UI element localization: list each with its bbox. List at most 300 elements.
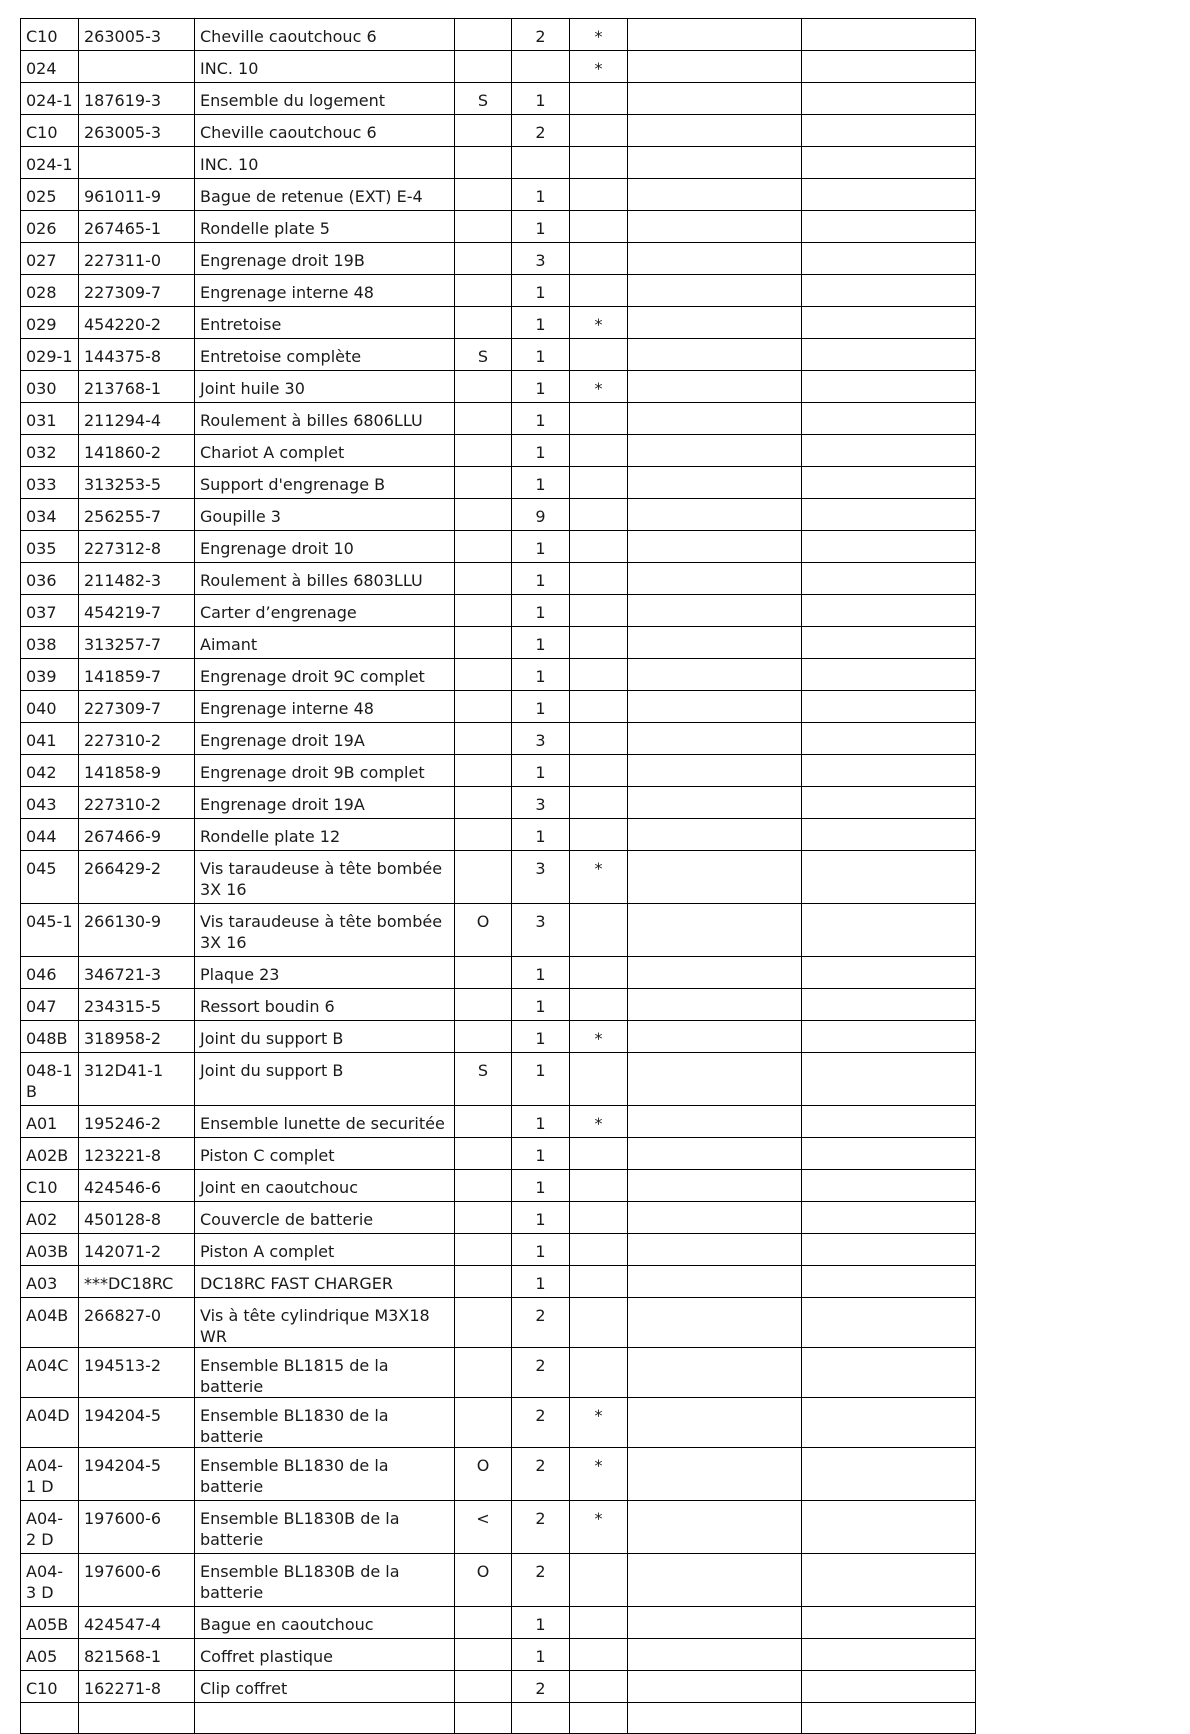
symbol-cell [455, 243, 512, 275]
note-cell [570, 1234, 628, 1266]
item-number-cell: 047 [21, 989, 79, 1021]
blank-cell [802, 1501, 976, 1554]
description-cell: Support d'engrenage B [195, 467, 455, 499]
quantity-cell: 3 [512, 723, 570, 755]
blank-cell [802, 1234, 976, 1266]
part-number-cell: 227312-8 [79, 531, 195, 563]
description-cell: Plaque 23 [195, 957, 455, 989]
note-cell [570, 403, 628, 435]
blank-cell [628, 1348, 802, 1398]
item-number-cell: 035 [21, 531, 79, 563]
quantity-cell: 1 [512, 1021, 570, 1053]
blank-cell [628, 339, 802, 371]
item-number-cell: A04-1 D [21, 1448, 79, 1501]
part-number-cell: 194204-5 [79, 1448, 195, 1501]
part-number-cell: 267466-9 [79, 819, 195, 851]
blank-cell [802, 1021, 976, 1053]
quantity-cell: 1 [512, 627, 570, 659]
blank-cell [802, 211, 976, 243]
description-cell: Rondelle plate 5 [195, 211, 455, 243]
note-cell: * [570, 851, 628, 904]
note-cell [570, 147, 628, 179]
symbol-cell [455, 787, 512, 819]
symbol-cell [455, 1234, 512, 1266]
symbol-cell [455, 1138, 512, 1170]
quantity-cell: 1 [512, 1170, 570, 1202]
part-number-cell: 187619-3 [79, 83, 195, 115]
blank-cell [802, 1138, 976, 1170]
blank-cell [628, 243, 802, 275]
symbol-cell [455, 115, 512, 147]
quantity-cell: 1 [512, 1202, 570, 1234]
description-cell: Joint du support B [195, 1021, 455, 1053]
quantity-cell: 1 [512, 1138, 570, 1170]
blank-cell [802, 51, 976, 83]
blank-cell [802, 531, 976, 563]
blank-cell [628, 1170, 802, 1202]
description-cell: Ensemble BL1830 de la batterie [195, 1448, 455, 1501]
note-cell [570, 179, 628, 211]
blank-cell [628, 1639, 802, 1671]
item-number-cell: A03 [21, 1266, 79, 1298]
quantity-cell: 1 [512, 1106, 570, 1138]
blank-cell [802, 851, 976, 904]
table-row [21, 275, 976, 307]
note-cell [570, 1202, 628, 1234]
quantity-cell: 1 [512, 691, 570, 723]
table-row [21, 1053, 976, 1106]
note-cell [570, 904, 628, 957]
blank-cell [802, 499, 976, 531]
note-cell [570, 243, 628, 275]
quantity-cell: 3 [512, 904, 570, 957]
blank-cell [628, 467, 802, 499]
description-cell: Roulement à billes 6806LLU [195, 403, 455, 435]
table-row [21, 1202, 976, 1234]
item-number-cell: A04-2 D [21, 1501, 79, 1554]
table-row [21, 691, 976, 723]
note-cell [570, 787, 628, 819]
table-row [21, 1348, 976, 1398]
blank-cell [628, 115, 802, 147]
table-row [21, 19, 976, 51]
part-number-cell: 162271-8 [79, 1671, 195, 1703]
note-cell [570, 723, 628, 755]
table-row [21, 1398, 976, 1448]
part-number-cell: 266429-2 [79, 851, 195, 904]
description-cell: Ensemble lunette de securitée [195, 1106, 455, 1138]
table-row [21, 435, 976, 467]
quantity-cell: 1 [512, 339, 570, 371]
table-row [21, 904, 976, 957]
symbol-cell [455, 723, 512, 755]
note-cell [570, 595, 628, 627]
blank-cell [628, 691, 802, 723]
quantity-cell: 9 [512, 499, 570, 531]
blank-cell [802, 307, 976, 339]
blank-cell [802, 275, 976, 307]
symbol-cell [455, 595, 512, 627]
part-number-cell: 141859-7 [79, 659, 195, 691]
blank-cell [802, 339, 976, 371]
item-number-cell: 033 [21, 467, 79, 499]
item-number-cell: 029-1 [21, 339, 79, 371]
quantity-cell: 1 [512, 595, 570, 627]
table-row [21, 1554, 976, 1607]
description-cell: Cheville caoutchouc 6 [195, 19, 455, 51]
part-number-cell: 142071-2 [79, 1234, 195, 1266]
symbol-cell [455, 179, 512, 211]
item-number-cell: 032 [21, 435, 79, 467]
table-row [21, 957, 976, 989]
note-cell [570, 1266, 628, 1298]
table-row [21, 1298, 976, 1348]
description-cell: Bague de retenue (EXT) E-4 [195, 179, 455, 211]
description-cell: Engrenage droit 19B [195, 243, 455, 275]
quantity-cell: 1 [512, 1053, 570, 1106]
item-number-cell [21, 1703, 79, 1734]
part-number-cell: 454220-2 [79, 307, 195, 339]
table-row [21, 989, 976, 1021]
blank-cell [628, 1607, 802, 1639]
blank-cell [628, 1501, 802, 1554]
blank-cell [802, 115, 976, 147]
quantity-cell: 3 [512, 243, 570, 275]
note-cell [570, 531, 628, 563]
description-cell: Piston C complet [195, 1138, 455, 1170]
blank-cell [628, 1053, 802, 1106]
quantity-cell: 2 [512, 1348, 570, 1398]
item-number-cell: A04-3 D [21, 1554, 79, 1607]
blank-cell [802, 1298, 976, 1348]
part-number-cell: 227309-7 [79, 275, 195, 307]
note-cell [570, 819, 628, 851]
blank-cell [802, 1703, 976, 1734]
description-cell: Ensemble du logement [195, 83, 455, 115]
note-cell: * [570, 51, 628, 83]
blank-cell [802, 787, 976, 819]
table-row [21, 595, 976, 627]
symbol-cell [455, 403, 512, 435]
item-number-cell: 029 [21, 307, 79, 339]
table-row [21, 659, 976, 691]
note-cell [570, 1607, 628, 1639]
part-number-cell: 266130-9 [79, 904, 195, 957]
part-number-cell: 227310-2 [79, 787, 195, 819]
part-number-cell: 211294-4 [79, 403, 195, 435]
quantity-cell: 1 [512, 1234, 570, 1266]
table-row [21, 403, 976, 435]
symbol-cell: S [455, 339, 512, 371]
description-cell: Engrenage droit 9C complet [195, 659, 455, 691]
note-cell [570, 1138, 628, 1170]
part-number-cell: ***DC18RC [79, 1266, 195, 1298]
table-row [21, 243, 976, 275]
blank-cell [802, 1348, 976, 1398]
table-row [21, 307, 976, 339]
table-row [21, 1501, 976, 1554]
part-number-cell: 141860-2 [79, 435, 195, 467]
symbol-cell [455, 531, 512, 563]
table-row [21, 339, 976, 371]
symbol-cell [455, 989, 512, 1021]
description-cell: Piston A complet [195, 1234, 455, 1266]
part-number-cell: 194513-2 [79, 1348, 195, 1398]
quantity-cell: 2 [512, 1671, 570, 1703]
table-row [21, 1607, 976, 1639]
description-cell: Engrenage droit 19A [195, 723, 455, 755]
symbol-cell: O [455, 1448, 512, 1501]
table-row [21, 1021, 976, 1053]
description-cell: Vis taraudeuse à tête bombée 3X 16 [195, 904, 455, 957]
symbol-cell [455, 563, 512, 595]
description-cell: INC. 10 [195, 51, 455, 83]
quantity-cell: 2 [512, 1298, 570, 1348]
blank-cell [802, 563, 976, 595]
part-number-cell: 256255-7 [79, 499, 195, 531]
item-number-cell: C10 [21, 115, 79, 147]
part-number-cell: 227310-2 [79, 723, 195, 755]
blank-cell [628, 307, 802, 339]
quantity-cell: 1 [512, 211, 570, 243]
quantity-cell: 1 [512, 755, 570, 787]
blank-cell [628, 1106, 802, 1138]
item-number-cell: A02 [21, 1202, 79, 1234]
symbol-cell [455, 275, 512, 307]
description-cell: Engrenage interne 48 [195, 691, 455, 723]
blank-cell [802, 83, 976, 115]
quantity-cell: 2 [512, 115, 570, 147]
table-row [21, 1234, 976, 1266]
blank-cell [628, 989, 802, 1021]
blank-cell [628, 51, 802, 83]
quantity-cell: 1 [512, 1607, 570, 1639]
description-cell: Joint en caoutchouc [195, 1170, 455, 1202]
blank-cell [802, 19, 976, 51]
note-cell: * [570, 1501, 628, 1554]
description-cell [195, 1703, 455, 1734]
description-cell: Ensemble BL1830B de la batterie [195, 1501, 455, 1554]
symbol-cell [455, 371, 512, 403]
symbol-cell [455, 19, 512, 51]
part-number-cell: 318958-2 [79, 1021, 195, 1053]
blank-cell [802, 1266, 976, 1298]
quantity-cell: 1 [512, 1639, 570, 1671]
note-cell [570, 957, 628, 989]
blank-cell [802, 403, 976, 435]
blank-cell [628, 851, 802, 904]
blank-cell [802, 1398, 976, 1448]
symbol-cell [455, 1266, 512, 1298]
table-row [21, 499, 976, 531]
quantity-cell: 1 [512, 179, 570, 211]
table-row [21, 83, 976, 115]
part-number-cell: 313253-5 [79, 467, 195, 499]
blank-cell [628, 627, 802, 659]
quantity-cell: 2 [512, 1554, 570, 1607]
table-row [21, 1138, 976, 1170]
blank-cell [802, 1639, 976, 1671]
item-number-cell: 024-1 [21, 147, 79, 179]
table-row [21, 755, 976, 787]
symbol-cell [455, 1639, 512, 1671]
item-number-cell: C10 [21, 19, 79, 51]
description-cell: Aimant [195, 627, 455, 659]
item-number-cell: 026 [21, 211, 79, 243]
blank-cell [628, 83, 802, 115]
note-cell [570, 115, 628, 147]
quantity-cell [512, 51, 570, 83]
blank-cell [628, 1298, 802, 1348]
description-cell: DC18RC FAST CHARGER [195, 1266, 455, 1298]
item-number-cell: 048-1 B [21, 1053, 79, 1106]
blank-cell [628, 435, 802, 467]
note-cell [570, 989, 628, 1021]
blank-cell [628, 179, 802, 211]
quantity-cell: 1 [512, 819, 570, 851]
note-cell [570, 691, 628, 723]
item-number-cell: 030 [21, 371, 79, 403]
symbol-cell: < [455, 1501, 512, 1554]
part-number-cell: 234315-5 [79, 989, 195, 1021]
blank-cell [802, 904, 976, 957]
description-cell: Engrenage interne 48 [195, 275, 455, 307]
part-number-cell: 450128-8 [79, 1202, 195, 1234]
note-cell: * [570, 1021, 628, 1053]
note-cell [570, 275, 628, 307]
table-row [21, 1703, 976, 1734]
description-cell: Couvercle de batterie [195, 1202, 455, 1234]
item-number-cell: A05B [21, 1607, 79, 1639]
blank-cell [628, 275, 802, 307]
item-number-cell: 048B [21, 1021, 79, 1053]
note-cell [570, 435, 628, 467]
part-number-cell: 211482-3 [79, 563, 195, 595]
blank-cell [802, 371, 976, 403]
blank-cell [628, 595, 802, 627]
note-cell [570, 1703, 628, 1734]
part-number-cell: 227309-7 [79, 691, 195, 723]
table-row [21, 115, 976, 147]
part-number-cell: 961011-9 [79, 179, 195, 211]
description-cell: Bague en caoutchouc [195, 1607, 455, 1639]
table-row [21, 147, 976, 179]
description-cell: Goupille 3 [195, 499, 455, 531]
blank-cell [628, 1554, 802, 1607]
description-cell: Cheville caoutchouc 6 [195, 115, 455, 147]
part-number-cell: 197600-6 [79, 1554, 195, 1607]
part-number-cell: 312D41-1 [79, 1053, 195, 1106]
symbol-cell [455, 627, 512, 659]
table-row [21, 51, 976, 83]
blank-cell [628, 723, 802, 755]
note-cell [570, 659, 628, 691]
blank-cell [628, 1266, 802, 1298]
table-row [21, 1266, 976, 1298]
blank-cell [802, 957, 976, 989]
table-row [21, 211, 976, 243]
blank-cell [628, 563, 802, 595]
item-number-cell: 041 [21, 723, 79, 755]
item-number-cell: 028 [21, 275, 79, 307]
symbol-cell [455, 1106, 512, 1138]
blank-cell [628, 1021, 802, 1053]
part-number-cell: 263005-3 [79, 115, 195, 147]
blank-cell [628, 957, 802, 989]
blank-cell [802, 1170, 976, 1202]
blank-cell [628, 1138, 802, 1170]
part-number-cell: 454219-7 [79, 595, 195, 627]
note-cell: * [570, 1398, 628, 1448]
description-cell: Entretoise complète [195, 339, 455, 371]
part-number-cell: 424547-4 [79, 1607, 195, 1639]
blank-cell [802, 1448, 976, 1501]
part-number-cell [79, 1703, 195, 1734]
part-number-cell [79, 147, 195, 179]
part-number-cell: 267465-1 [79, 211, 195, 243]
symbol-cell [455, 1021, 512, 1053]
note-cell [570, 1053, 628, 1106]
description-cell: Joint du support B [195, 1053, 455, 1106]
symbol-cell [455, 1671, 512, 1703]
parts-table [20, 18, 976, 1734]
quantity-cell: 3 [512, 787, 570, 819]
table-row [21, 1106, 976, 1138]
symbol-cell [455, 755, 512, 787]
blank-cell [802, 1202, 976, 1234]
description-cell: Vis taraudeuse à tête bombée 3X 16 [195, 851, 455, 904]
blank-cell [802, 723, 976, 755]
symbol-cell [455, 851, 512, 904]
description-cell: Joint huile 30 [195, 371, 455, 403]
blank-cell [802, 627, 976, 659]
symbol-cell [455, 1398, 512, 1448]
description-cell: Clip coffret [195, 1671, 455, 1703]
item-number-cell: 024-1 [21, 83, 79, 115]
blank-cell [628, 1398, 802, 1448]
note-cell [570, 563, 628, 595]
note-cell: * [570, 19, 628, 51]
part-number-cell [79, 51, 195, 83]
note-cell [570, 627, 628, 659]
symbol-cell [455, 499, 512, 531]
symbol-cell: O [455, 1554, 512, 1607]
table-row [21, 723, 976, 755]
item-number-cell: 027 [21, 243, 79, 275]
description-cell: Carter d’engrenage [195, 595, 455, 627]
blank-cell [802, 1671, 976, 1703]
item-number-cell: 036 [21, 563, 79, 595]
item-number-cell: 039 [21, 659, 79, 691]
note-cell [570, 211, 628, 243]
note-cell [570, 467, 628, 499]
symbol-cell [455, 307, 512, 339]
symbol-cell [455, 1298, 512, 1348]
blank-cell [628, 1234, 802, 1266]
description-cell: Ensemble BL1815 de la batterie [195, 1348, 455, 1398]
blank-cell [628, 1671, 802, 1703]
quantity-cell: 2 [512, 1398, 570, 1448]
part-number-cell: 144375-8 [79, 339, 195, 371]
part-number-cell: 141858-9 [79, 755, 195, 787]
quantity-cell: 2 [512, 1501, 570, 1554]
blank-cell [628, 819, 802, 851]
description-cell: Ensemble BL1830 de la batterie [195, 1398, 455, 1448]
note-cell [570, 1298, 628, 1348]
blank-cell [802, 147, 976, 179]
quantity-cell: 1 [512, 83, 570, 115]
blank-cell [628, 147, 802, 179]
